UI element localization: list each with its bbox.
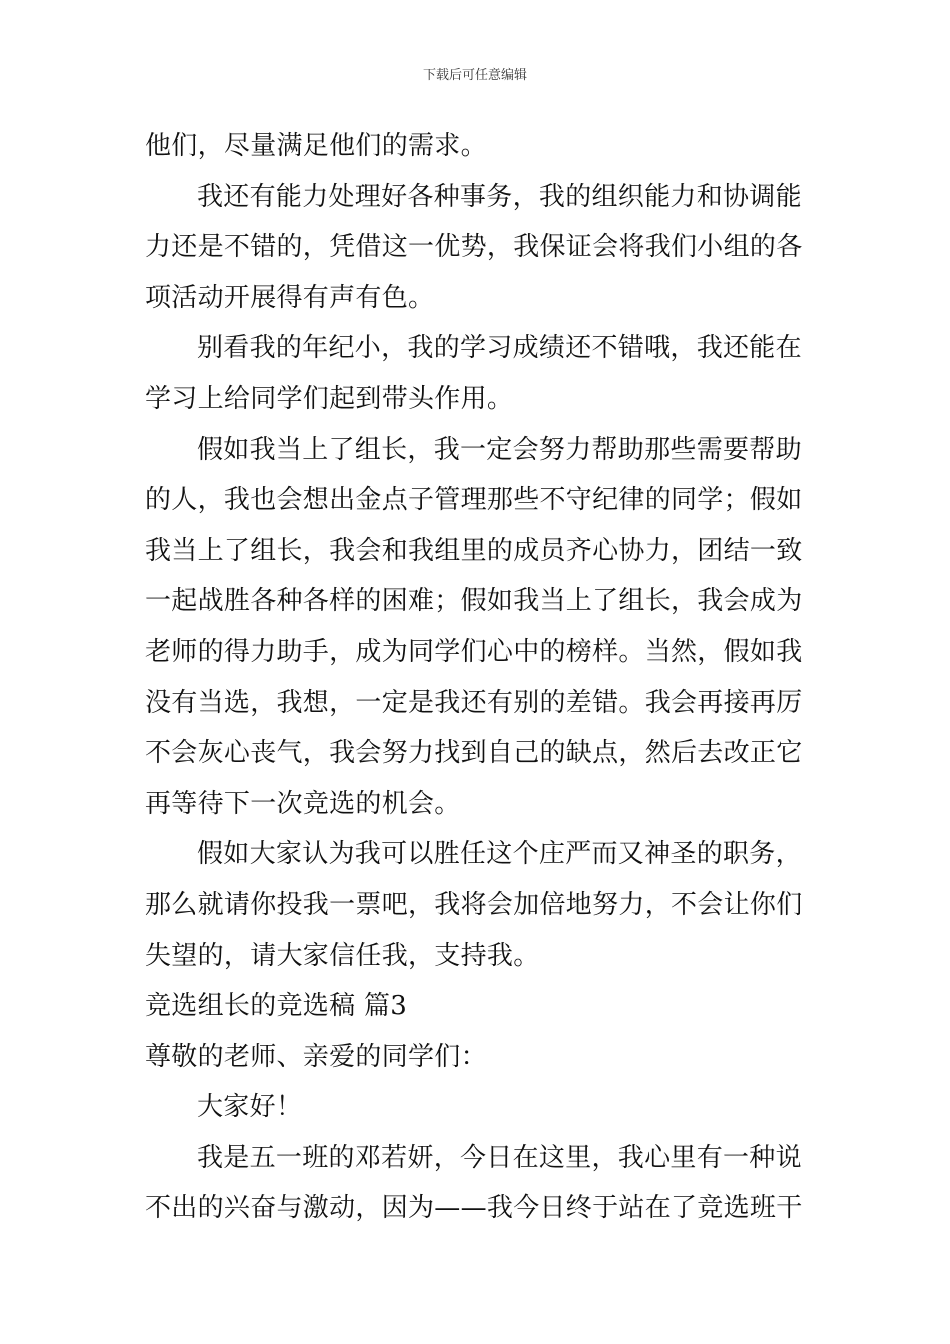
text-line: 别看我的年纪小，我的学习成绩还不错哦，我还能在 xyxy=(197,333,802,364)
text-line: 学习上给同学们起到带头作用。 xyxy=(145,383,514,414)
section-heading: 竞选组长的竞选稿 篇3 xyxy=(145,991,408,1022)
text-line: 不出的兴奋与激动，因为——我今日终于站在了竞选班干 xyxy=(145,1193,803,1224)
text-line: 项活动开展得有声有色。 xyxy=(145,282,435,313)
text-line: 不会灰心丧气，我会努力找到自己的缺点，然后去改正它 xyxy=(145,738,803,769)
text-line: 我当上了组长，我会和我组里的成员齐心协力，团结一致 xyxy=(145,535,803,566)
text-line: 没有当选，我想，一定是我还有别的差错。我会再接再厉 xyxy=(145,687,803,718)
text-line: 失望的，请大家信任我，支持我。 xyxy=(145,940,540,971)
document-body xyxy=(145,121,815,1234)
text-line: 力还是不错的，凭借这一优势，我保证会将我们小组的各 xyxy=(145,232,803,263)
text-line: 假如大家认为我可以胜任这个庄严而又神圣的职务， xyxy=(197,839,802,870)
text-line: 一起战胜各种各样的困难；假如我当上了组长，我会成为 xyxy=(145,586,803,617)
text-line: 我还有能力处理好各种事务，我的组织能力和协调能 xyxy=(197,181,802,212)
greeting: 大家好！ xyxy=(197,1092,303,1123)
text-line: 的人，我也会想出金点子管理那些不守纪律的同学；假如 xyxy=(145,485,803,516)
page-header: 下载后可任意编辑 xyxy=(422,68,527,83)
text-line: 那么就请你投我一票吧，我将会加倍地努力，不会让你们 xyxy=(145,889,803,920)
text-line: 我是五一班的邓若妍，今日在这里，我心里有一种说 xyxy=(197,1142,802,1173)
salutation: 尊敬的老师、亲爱的同学们： xyxy=(145,1041,487,1072)
text-line: 假如我当上了组长，我一定会努力帮助那些需要帮助 xyxy=(197,434,802,465)
text-line: 再等待下一次竞选的机会。 xyxy=(145,788,461,819)
text-line: 他们，尽量满足他们的需求。 xyxy=(145,131,487,161)
text-line: 老师的得力助手，成为同学们心中的榜样。当然，假如我 xyxy=(145,636,803,667)
